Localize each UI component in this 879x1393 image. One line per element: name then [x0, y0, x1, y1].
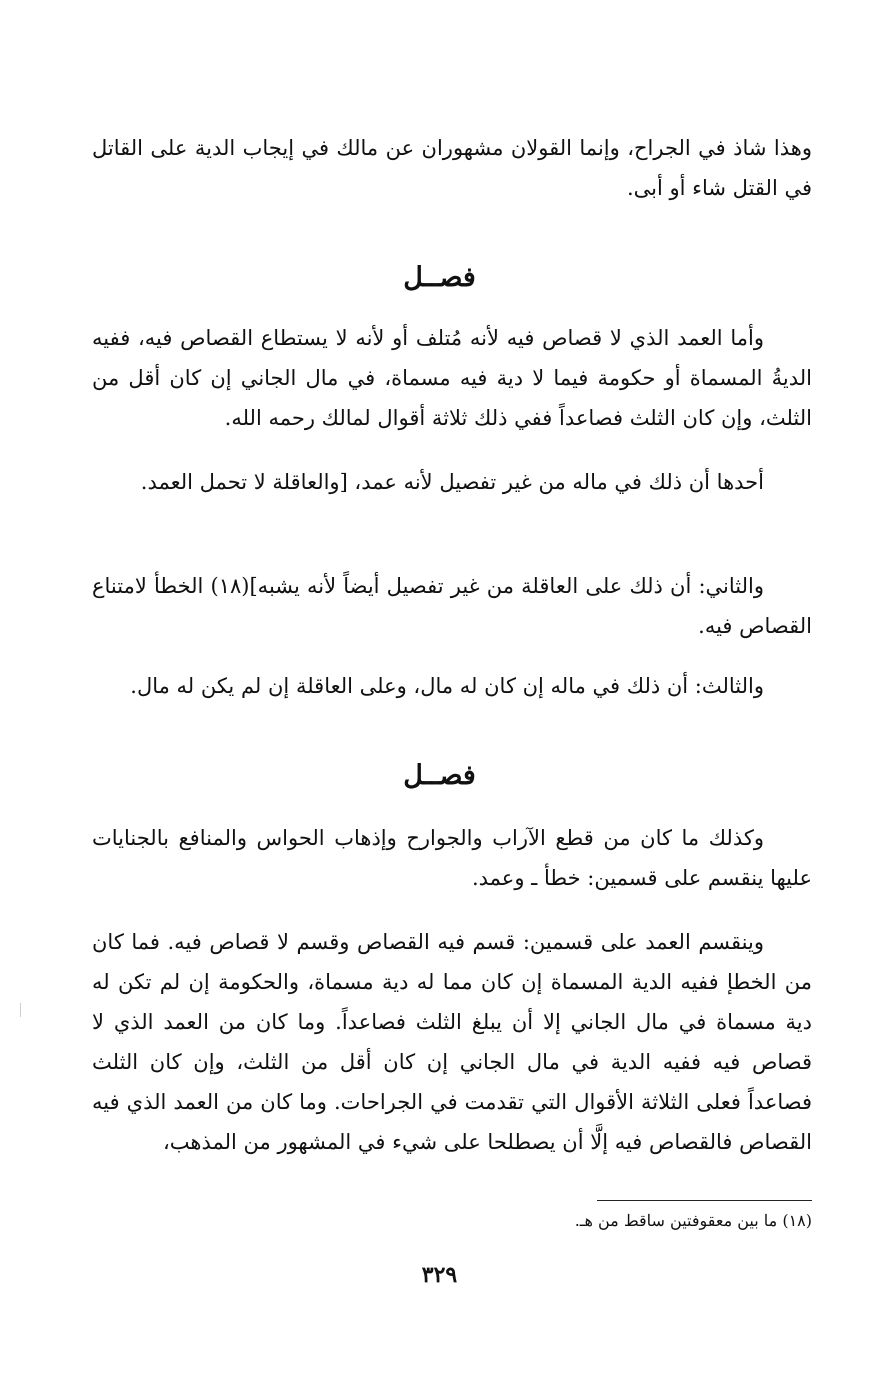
- section-heading-1: فصــل: [403, 262, 476, 293]
- paragraph-6: وكذلك ما كان من قطع الآراب والجوارح وإذهاب الحواس والمنافع بالجنايات عليها ينقسم على قسمين: خطأ ـ وعمد.: [92, 826, 812, 890]
- paragraph-3: أحدها أن ذلك في ماله من غير تفصيل لأنه عمد، [والعاقلة لا تحمل العمد.: [140, 470, 764, 494]
- scan-mark: [20, 1003, 21, 1017]
- footnote: (١٨) ما بين معقوفتين ساقط من هـ.: [574, 1211, 812, 1230]
- paragraph-7: وينقسم العمد على قسمين: قسم فيه القصاص وقسم لا قصاص فيه. فما كان من الخطإ ففيه الدية المسماة إن كان مما له دية مسماة، والحكومة إن لم تكن له دية مسماة في مال الجاني إلا أن يبلغ الثلث فصاعداً. وما كان من العمد الذي لا قصاص فيه ففيه الدية في مال الجاني إن كان أقل من الثلث، وإن كان الثلث فصاعداً فعلى الثلاثة الأقوال التي تقدمت في الجراحات. وما كان من العمد الذي فيه القصاص فالقصاص فيه إلَّا أن يصطلحا على شيء في المشهور من المذهب،: [92, 930, 812, 1154]
- page-number: ٣٢٩: [421, 1262, 458, 1288]
- paragraph-1: وهذا شاذ في الجراح، وإنما القولان مشهوران عن مالك في إيجاب الدية على القاتل في القتل شاء أو أبى.: [92, 136, 812, 200]
- footnote-divider: [597, 1200, 812, 1201]
- paragraph-2: وأما العمد الذي لا قصاص فيه لأنه مُتلف أو لأنه لا يستطاع القصاص فيه، ففيه الديةُ المسماة أو حكومة فيما لا دية فيه مسماة، في مال الجاني إن كان أقل من الثلث، وإن كان الثلث فصاعداً ففي ذلك ثلاثة أقوال لمالك رحمه الله.: [92, 326, 812, 430]
- paragraph-4: والثاني: أن ذلك على العاقلة من غير تفصيل أيضاً لأنه يشبه](١٨) الخطأ لامتناع القصاص فيه.: [92, 574, 812, 638]
- paragraph-5: والثالث: أن ذلك في ماله إن كان له مال، وعلى العاقلة إن لم يكن له مال.: [130, 674, 764, 698]
- section-heading-2: فصــل: [403, 760, 476, 791]
